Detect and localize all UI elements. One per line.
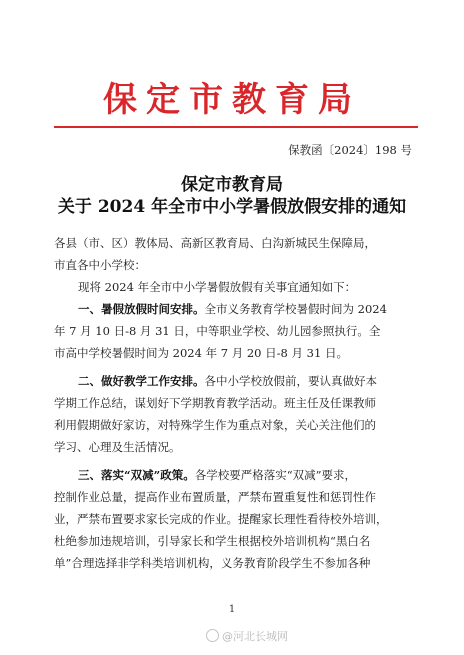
section-1-first-line [54, 298, 416, 320]
watermark-text: @河北长城网 [222, 630, 288, 643]
notice-title-issuer: 保定市教育局 [181, 175, 283, 195]
section-3-line: 单”合理选择非学科类培训机构，义务教育阶段学生不参加各种 [54, 556, 371, 570]
intro-paragraph: 现将 2024 年全市中小学暑假放假有关事宜通知如下： [78, 280, 357, 294]
addressee-line: 市直各中小学校： [54, 258, 146, 272]
document-number: 保教函〔2024〕198 号 [288, 143, 412, 157]
section-1-line: 市高中学校暑假时间为 2024 年 7 月 20 日-8 月 31 日。 [54, 346, 348, 360]
page-number: 1 [228, 604, 236, 615]
weibo-icon [206, 629, 219, 642]
section-2-line: 学习、心理及生活情况。 [54, 440, 181, 454]
section-3-heading: 三、落实“双减”政策。 [78, 468, 195, 482]
section-1-heading: 一、暑假放假时间安排。 [78, 302, 205, 316]
section-3-text: 各学校要严格落实“双减”要求， [194, 468, 356, 482]
section-3-line: 杜绝参加违规培训，引导家长和学生根据校外培训机构“黑白名 [54, 534, 371, 548]
section-1-line: 年 7 月 10 日-8 月 31 日，中等职业学校、幼儿园参照执行。全 [54, 324, 381, 338]
section-3-line: 控制作业总量，提高作业布置质量，严禁布置重复性和惩罚性作 [54, 490, 376, 504]
section-2-first-line [54, 370, 416, 392]
section-1-text: 全市义务教育学校暑假时间为 2024 [204, 302, 387, 316]
section-2-line: 利用假期做好家访，对特殊学生作为重点对象，关心关注他们的 [54, 418, 376, 432]
issuer-header: 保定市教育局 [103, 80, 361, 120]
section-3-line: 业，严禁布置要求家长完成的作业。提醒家长理性看待校外培训， [54, 512, 388, 526]
watermark [206, 628, 288, 644]
red-divider-line [54, 126, 418, 128]
notice-body [54, 232, 416, 574]
notice-title-subject: 关于 2024 年全市中小学暑假放假安排的通知 [57, 197, 407, 217]
section-2-text: 各中小学校放假前，要认真做好本 [204, 374, 377, 388]
section-3-first-line [54, 464, 416, 486]
section-2-heading: 二、做好教学工作安排。 [78, 374, 205, 388]
section-2-line: 学期工作总结，谋划好下学期教育教学活动。班主任及任课教师 [54, 396, 376, 410]
addressee-line: 各县（市、区）教体局、高新区教育局、白沟新城民生保障局， [54, 236, 376, 250]
